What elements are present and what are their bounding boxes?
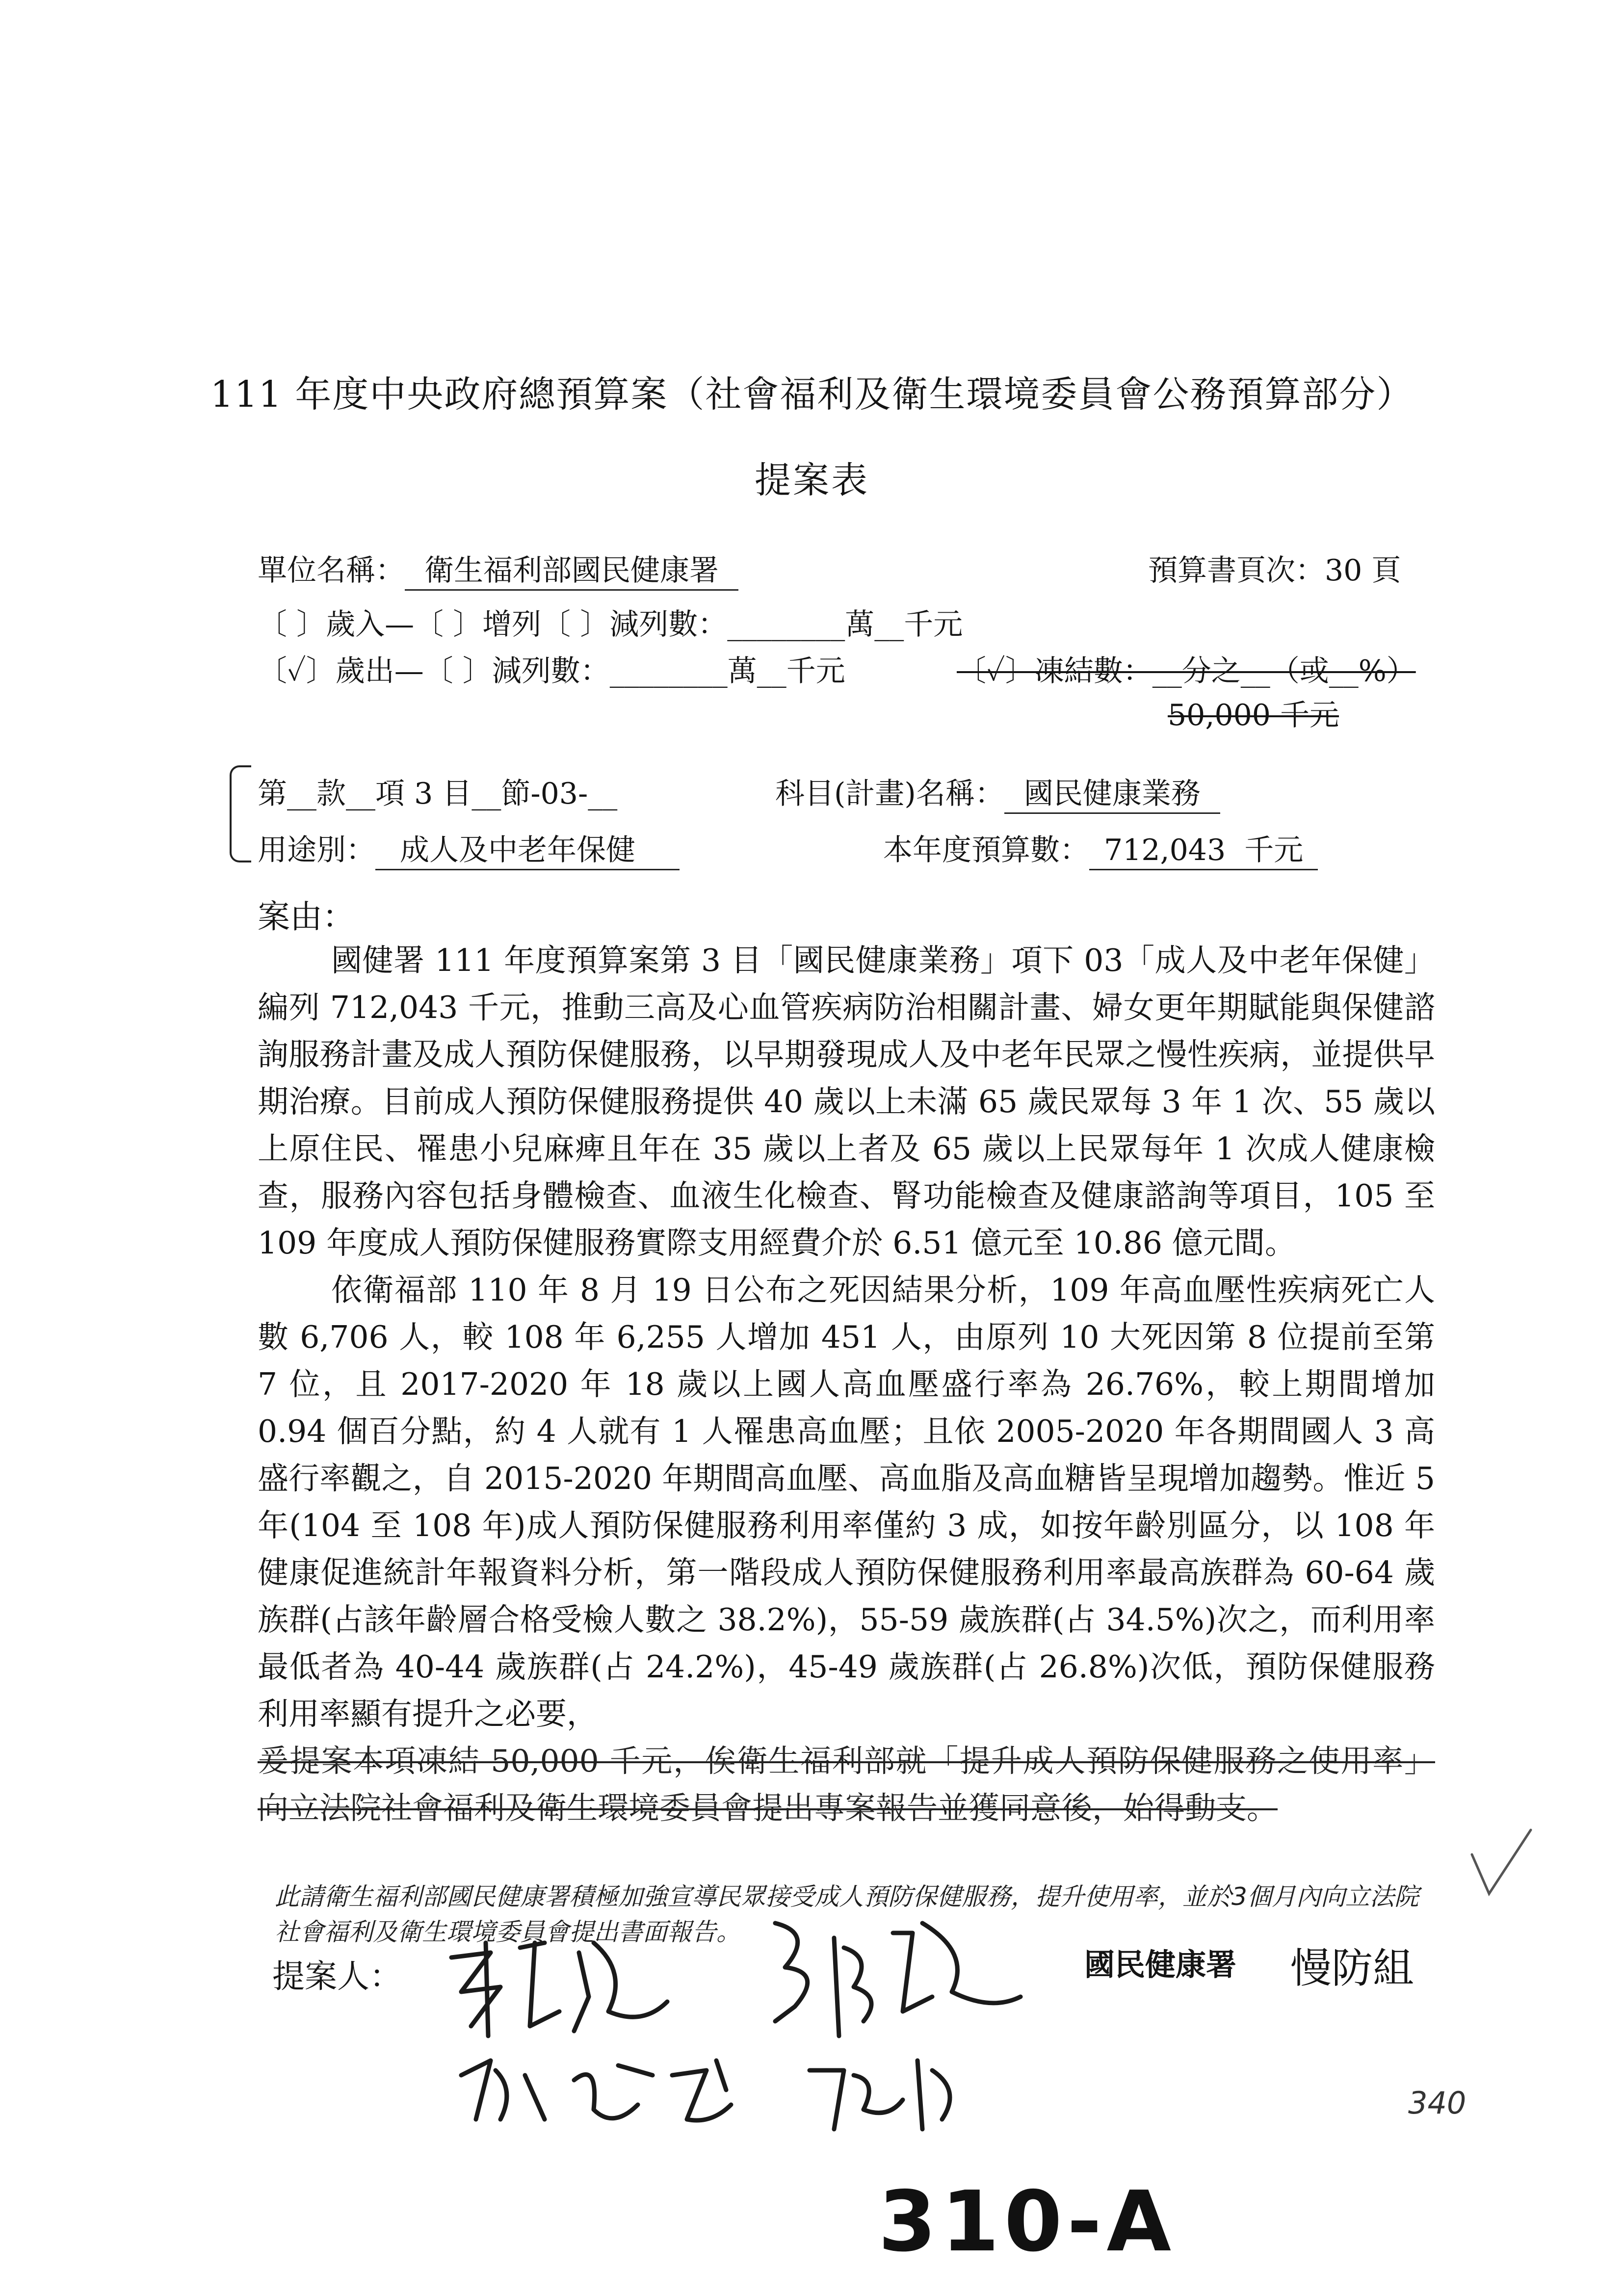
agency-stamp: 國民健康署	[1084, 1947, 1237, 1983]
document-number: 310-A	[878, 2173, 1176, 2270]
subject-row	[775, 770, 1220, 814]
usage-label: 用途別：	[258, 833, 375, 867]
division-note: 慢防組	[1290, 1944, 1414, 1992]
budget-row	[883, 827, 1318, 870]
usage-row	[258, 827, 680, 870]
usage-name: 成人及中老年保健	[375, 827, 680, 870]
freeze-amount: 50,000 千元	[1168, 698, 1339, 732]
reason-label: 案由：	[258, 898, 355, 936]
document-subtitle: 提案表	[755, 459, 869, 501]
budget-amount-group	[1089, 827, 1318, 870]
expense-line: 〔✓〕歲出—〔 〕減列數：________萬__千元	[258, 654, 845, 688]
budget-unit: 千元	[1244, 833, 1304, 867]
document-title: 111 年度中央政府總預算案（社會福利及衛生環境委員會公務預算部分）	[210, 373, 1414, 416]
proposer-signatures	[432, 1913, 1109, 2168]
section-bracket	[230, 765, 251, 862]
margin-checkmark-icon	[1467, 1825, 1536, 1904]
reason-body	[258, 937, 1435, 1832]
handwritten-amendment: 此請衛生福利部國民健康署積極加強宣導民眾接受成人預防保健服務，提升使用率，並於3個月內向立法院社會福利及衛生環境委員會提出書面報告。	[275, 1882, 1419, 1946]
subject-name: 國民健康業務	[1004, 770, 1220, 814]
page-note: 340	[1408, 2085, 1467, 2121]
revenue-line: 〔 〕歲入—〔 〕增列〔 〕減列數：________萬__千元	[258, 607, 963, 642]
subject-label: 科目(計畫)名稱：	[775, 777, 1004, 811]
reason-paragraph-2: 依衛福部 110 年 8 月 19 日公布之死因結果分析，109 年高血壓性疾病死亡人數 6,706 人，較 108 年 6,255 人增加 451 人，由原列 10 大死因第 8 位提前至第 7 位，且 2017-2020 年 18 歲以上國人高血壓盛行率為 26.76%，較上期間增加 0.94 個百分點，約 4 人就有 1 人罹患高血壓；且依 2005-2020 年各期間國人 3 高盛行率觀之，自 2015-2020 年期間高血壓、高血脂及高血糖皆呈現增加趨勢。惟近 5 年(104 至 108 年)成人預防保健服務利用率僅約 3 成，如按年齡別區分，以 108 年健康促進統計年報資料分析，第一階段成人預防保健服務利用率最高族群為 60-64 歲族群(占該年齡層合格受檢人數之 38.2%)，55-59 歲族群(占 34.5%)次之，而利用率最低者為 40-44 歲族群(占 24.2%)，45-49 歲族群(占 26.8%)次低，預防保健服務利用率顯有提升之必要，	[258, 1272, 1435, 1732]
budget-page-ref: 預算書頁次：30 頁	[1148, 553, 1401, 588]
budget-label: 本年度預算數：	[883, 833, 1089, 867]
struck-freeze-clause: 爰提案本項凍結 50,000 千元，俟衛生福利部就「提升成人預防保健服務之使用率」向立法院社會福利及衛生環境委員會提出專案報告並獲同意後，始得動支。	[258, 1743, 1435, 1826]
freeze-ratio: 〔✓〕凍結數：__分之__（或__%）	[957, 654, 1416, 688]
budget-amount: 712,043	[1104, 833, 1226, 867]
signature-stroke	[451, 1953, 500, 2026]
proposer-label: 提案人：	[272, 1957, 402, 1995]
reason-paragraph-1: 國健署 111 年度預算案第 3 目「國民健康業務」項下 03「成人及中老年保健」編列 712,043 千元，推動三高及心血管疾病防治相關計畫、婦女更年期賦能與保健諮詢服務計畫及成人預防保健服務，以早期發現成人及中老年民眾之慢性疾病，並提供早期治療。目前成人預防保健服務提供 40 歲以上未滿 65 歲民眾每 3 年 1 次、55 歲以上原住民、罹患小兒麻痺且年在 35 歲以上者及 65 歲以上民眾每年 1 次成人健康檢查，服務內容包括身體檢查、血液生化檢查、腎功能檢查及健康諮詢等項目，105 至 109 年度成人預防保健服務實際支用經費介於 6.51 億元至 10.86 億元間。	[258, 942, 1435, 1261]
section-line: 第__款__項 3 目__節-03-__	[258, 777, 618, 811]
unit-name: 衛生福利部國民健康署	[405, 547, 738, 591]
unit-row	[258, 547, 738, 591]
unit-label: 單位名稱：	[258, 553, 405, 588]
